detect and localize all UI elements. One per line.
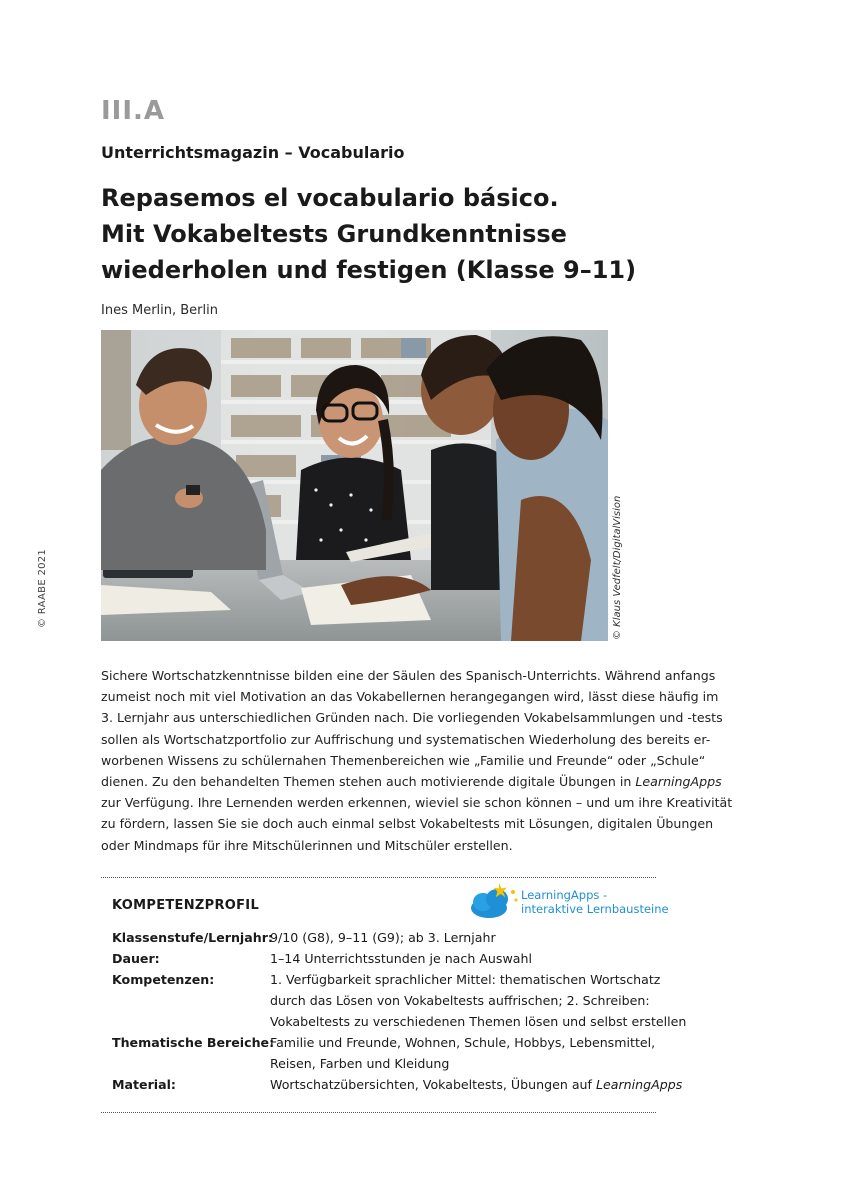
author: Ines Merlin, Berlin — [101, 303, 218, 318]
intro-line: oder Mindmaps für ihre Mitschülerinnen und Mitschüler erstellen. — [101, 837, 513, 853]
divider-bottom — [101, 1112, 656, 1113]
intro-line: worbenen Wissens zu schülernahen Themenbereichen wie „Familie und Freunde“ oder „Schule“ — [101, 752, 706, 768]
divider-top — [101, 877, 656, 878]
intro-line: Sichere Wortschatzkenntnisse bilden eine der Säulen des Spanisch-Unterrichts. Während anfangs — [101, 668, 716, 683]
logo-line: interaktive Lernbausteine — [521, 902, 669, 916]
learningapps-emphasis: LearningApps — [595, 1077, 683, 1092]
learningapps-emphasis: LearningApps — [635, 774, 722, 790]
section-code: III.A — [101, 96, 166, 126]
profil-label: Klassenstufe/Lernjahr: — [112, 930, 273, 945]
profil-value: 1–14 Unterrichtsstunden je nach Auswahl — [270, 951, 532, 966]
profil-value: Wortschatzübersichten, Vokabeltests, Übungen auf LearningApps — [270, 1077, 683, 1092]
intro-line: sollen als Wortschatzportfolio zur Auffrischung und systematischen Wiederholung des bereits er- — [101, 731, 711, 747]
intro-line — [101, 771, 722, 792]
title-line: Repasemos el vocabulario básico. — [101, 184, 559, 212]
profil-label: Dauer: — [112, 951, 160, 966]
copyright-notice: © RAABE 2021 — [37, 548, 48, 628]
cloud-icon — [469, 882, 521, 922]
learningapps-logo-text — [521, 888, 669, 916]
logo-line: LearningApps - — [521, 888, 608, 902]
title-line: Mit Vokabeltests Grundkenntnisse — [101, 220, 567, 248]
photo-credit: © Klaus Vedfelt/DigitalVision — [612, 495, 623, 640]
title-line: wiederholen und festigen (Klasse 9–11) — [101, 256, 637, 284]
profil-label: Kompetenzen: — [112, 972, 215, 987]
intro-line: 3. Lernjahr aus unterschiedlichen Gründen nach. Die vorliegenden Vokabelsammlungen und -tests — [101, 710, 723, 726]
profil-value: 9/10 (G8), 9–11 (G9); ab 3. Lernjahr — [270, 930, 496, 945]
learningapps-logo — [469, 882, 669, 922]
intro-text: dienen. Zu den behandelten Themen stehen auch motivierende digitale Übungen in — [101, 774, 636, 790]
kompetenzprofil-heading: KOMPETENZPROFIL — [112, 898, 260, 913]
profil-label: Thematische Bereiche: — [112, 1035, 275, 1050]
profil-value: 1. Verfügbarkeit sprachlicher Mittel: thematischen Wortschatz durch das Lösen von Vokabeltests auffrischen; 2. Schreiben: Vokabeltests zu verschiedenen Themen lösen und selbst erstellen — [270, 972, 687, 1029]
profil-label: Material: — [112, 1077, 176, 1092]
magazine-title: Unterrichtsmagazin – Vocabulario — [101, 143, 405, 162]
profil-value: Familie und Freunde, Wohnen, Schule, Hobbys, Lebensmittel, Reisen, Farben und Kleidung — [270, 1035, 656, 1071]
students-photo — [101, 330, 608, 641]
intro-line: zumeist noch mit viel Motivation an das Vokabellernen herangegangen wird, lässt diese häufig im — [101, 689, 719, 705]
intro-line: zu fördern, lassen Sie sie doch auch einmal selbst Vokabeltests mit Lösungen, digitalen Übungen — [101, 816, 714, 832]
page-title — [101, 180, 661, 288]
intro-line: zur Verfügung. Ihre Lernenden werden erkennen, wieviel sie schon können – und um ihre Kreativität — [101, 795, 733, 811]
intro-paragraph — [101, 665, 733, 856]
